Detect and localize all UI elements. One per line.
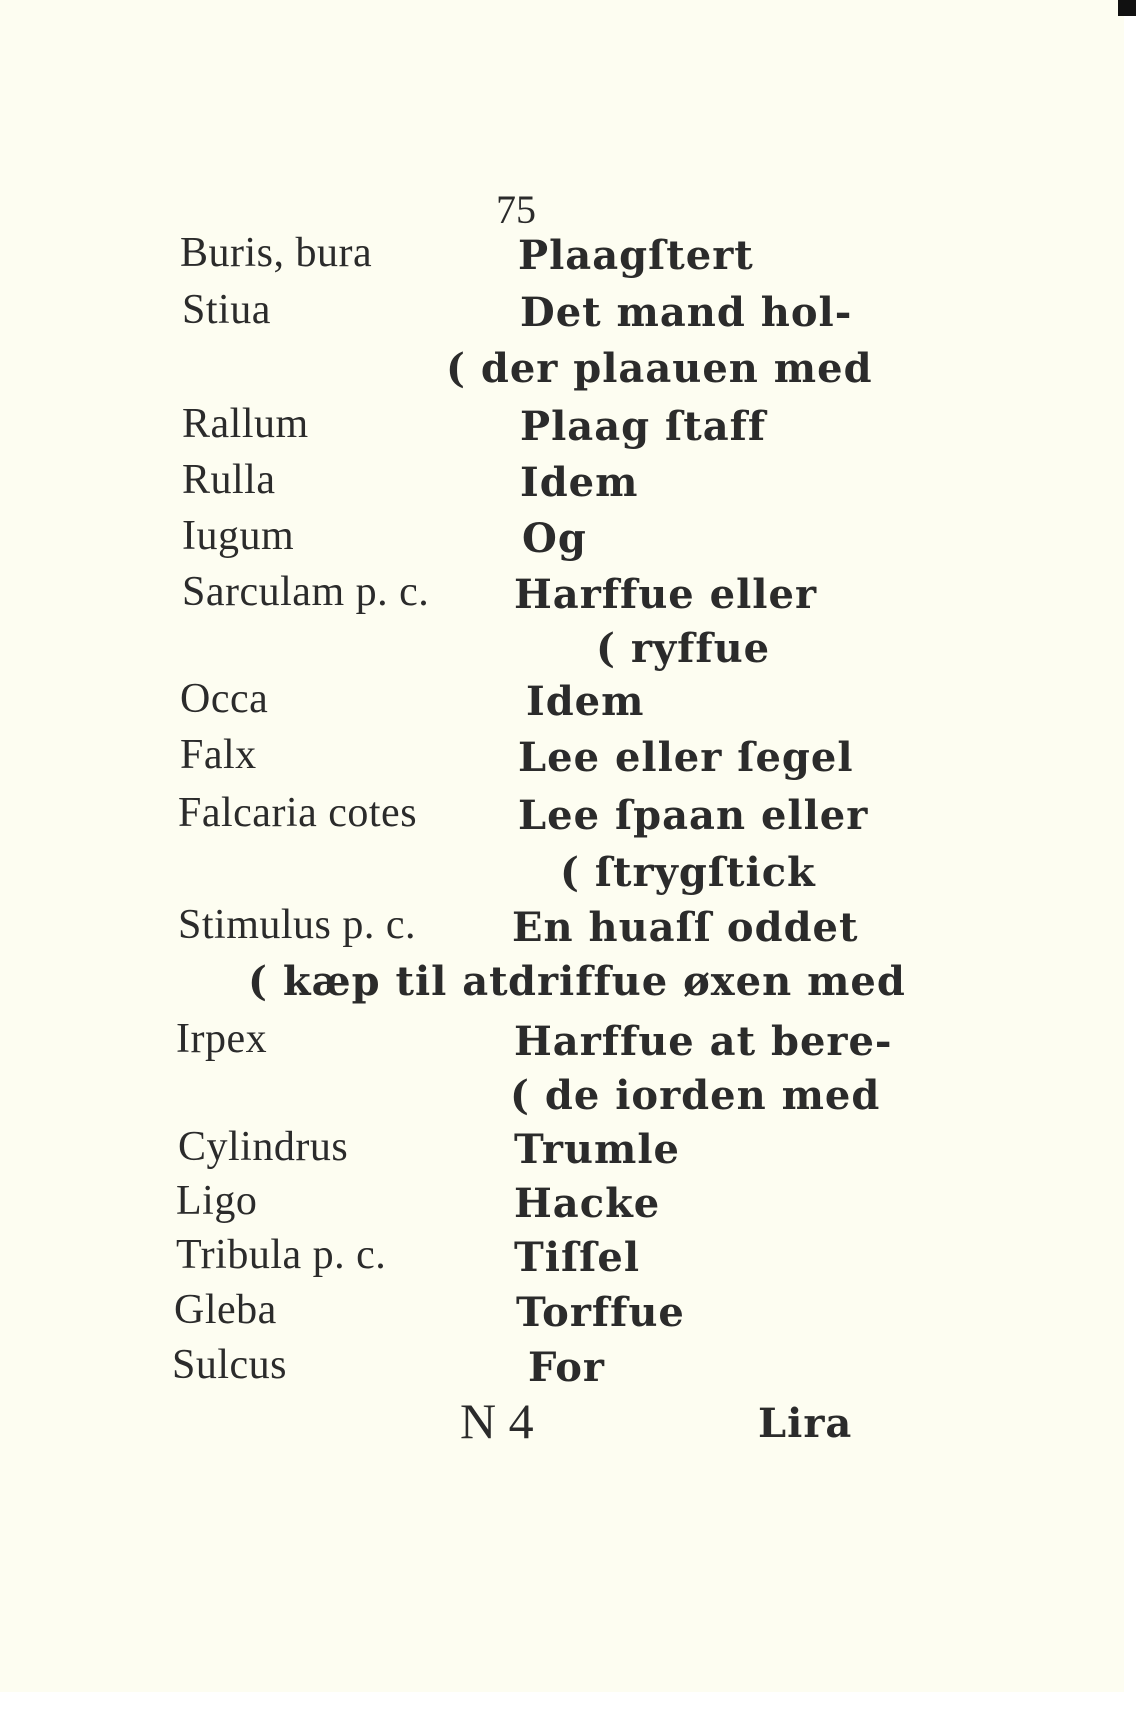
danish-term: Plaag ſtaff [520, 403, 767, 450]
danish-term: Og [522, 515, 587, 562]
latin-term: Falx [180, 732, 257, 778]
danish-term: Plaagſtert [518, 232, 754, 279]
danish-continuation: ( ſtrygſtick [560, 849, 816, 896]
danish-continuation: ( de iorden med [510, 1072, 881, 1119]
page-number: 75 [496, 187, 536, 232]
danish-term: Idem [526, 678, 645, 725]
scan-corner-mark [1118, 0, 1136, 16]
danish-term: Tiſſel [514, 1234, 641, 1281]
latin-term: Irpex [176, 1016, 268, 1062]
latin-term: Rallum [182, 401, 309, 447]
danish-term: driffue øxen med [508, 958, 906, 1005]
latin-term: Falcaria cotes [178, 790, 418, 836]
danish-term: Lee eller ſegel [518, 734, 854, 781]
latin-continuation: ( kæp til at [248, 958, 509, 1005]
latin-term: Rulla [182, 457, 276, 503]
danish-continuation: ( ryffue [596, 625, 771, 672]
danish-term: Trumle [514, 1126, 680, 1173]
danish-continuation: ( der plaauen med [446, 345, 873, 392]
latin-term: Stiua [182, 287, 271, 333]
latin-term: Buris, bura [180, 230, 373, 276]
danish-term: For [528, 1344, 605, 1391]
page-edge [1124, 0, 1136, 1718]
danish-term: Torffue [516, 1289, 685, 1336]
scan-margin [0, 1692, 1136, 1718]
danish-term: Harffue eller [514, 571, 818, 618]
latin-term: Tribula p. c. [176, 1232, 387, 1278]
danish-term: En huaſſ oddet [512, 904, 859, 951]
latin-term: Occa [180, 676, 269, 722]
catchword: Lira [758, 1400, 853, 1447]
latin-term: Sarculam p. c. [182, 569, 430, 615]
latin-term: Cylindrus [178, 1124, 349, 1170]
signature-mark: N 4 [460, 1393, 534, 1449]
latin-term: Sulcus [172, 1342, 288, 1388]
danish-term: Det mand hol- [520, 289, 853, 336]
latin-term: Gleba [174, 1287, 277, 1333]
danish-term: Lee ſpaan eller [518, 792, 869, 839]
latin-term: Ligo [176, 1178, 258, 1224]
latin-term: Iugum [182, 513, 295, 559]
danish-term: Hacke [514, 1180, 661, 1227]
latin-term: Stimulus p. c. [178, 902, 417, 948]
danish-term: Idem [520, 459, 639, 506]
danish-term: Harffue at bere- [514, 1018, 893, 1065]
